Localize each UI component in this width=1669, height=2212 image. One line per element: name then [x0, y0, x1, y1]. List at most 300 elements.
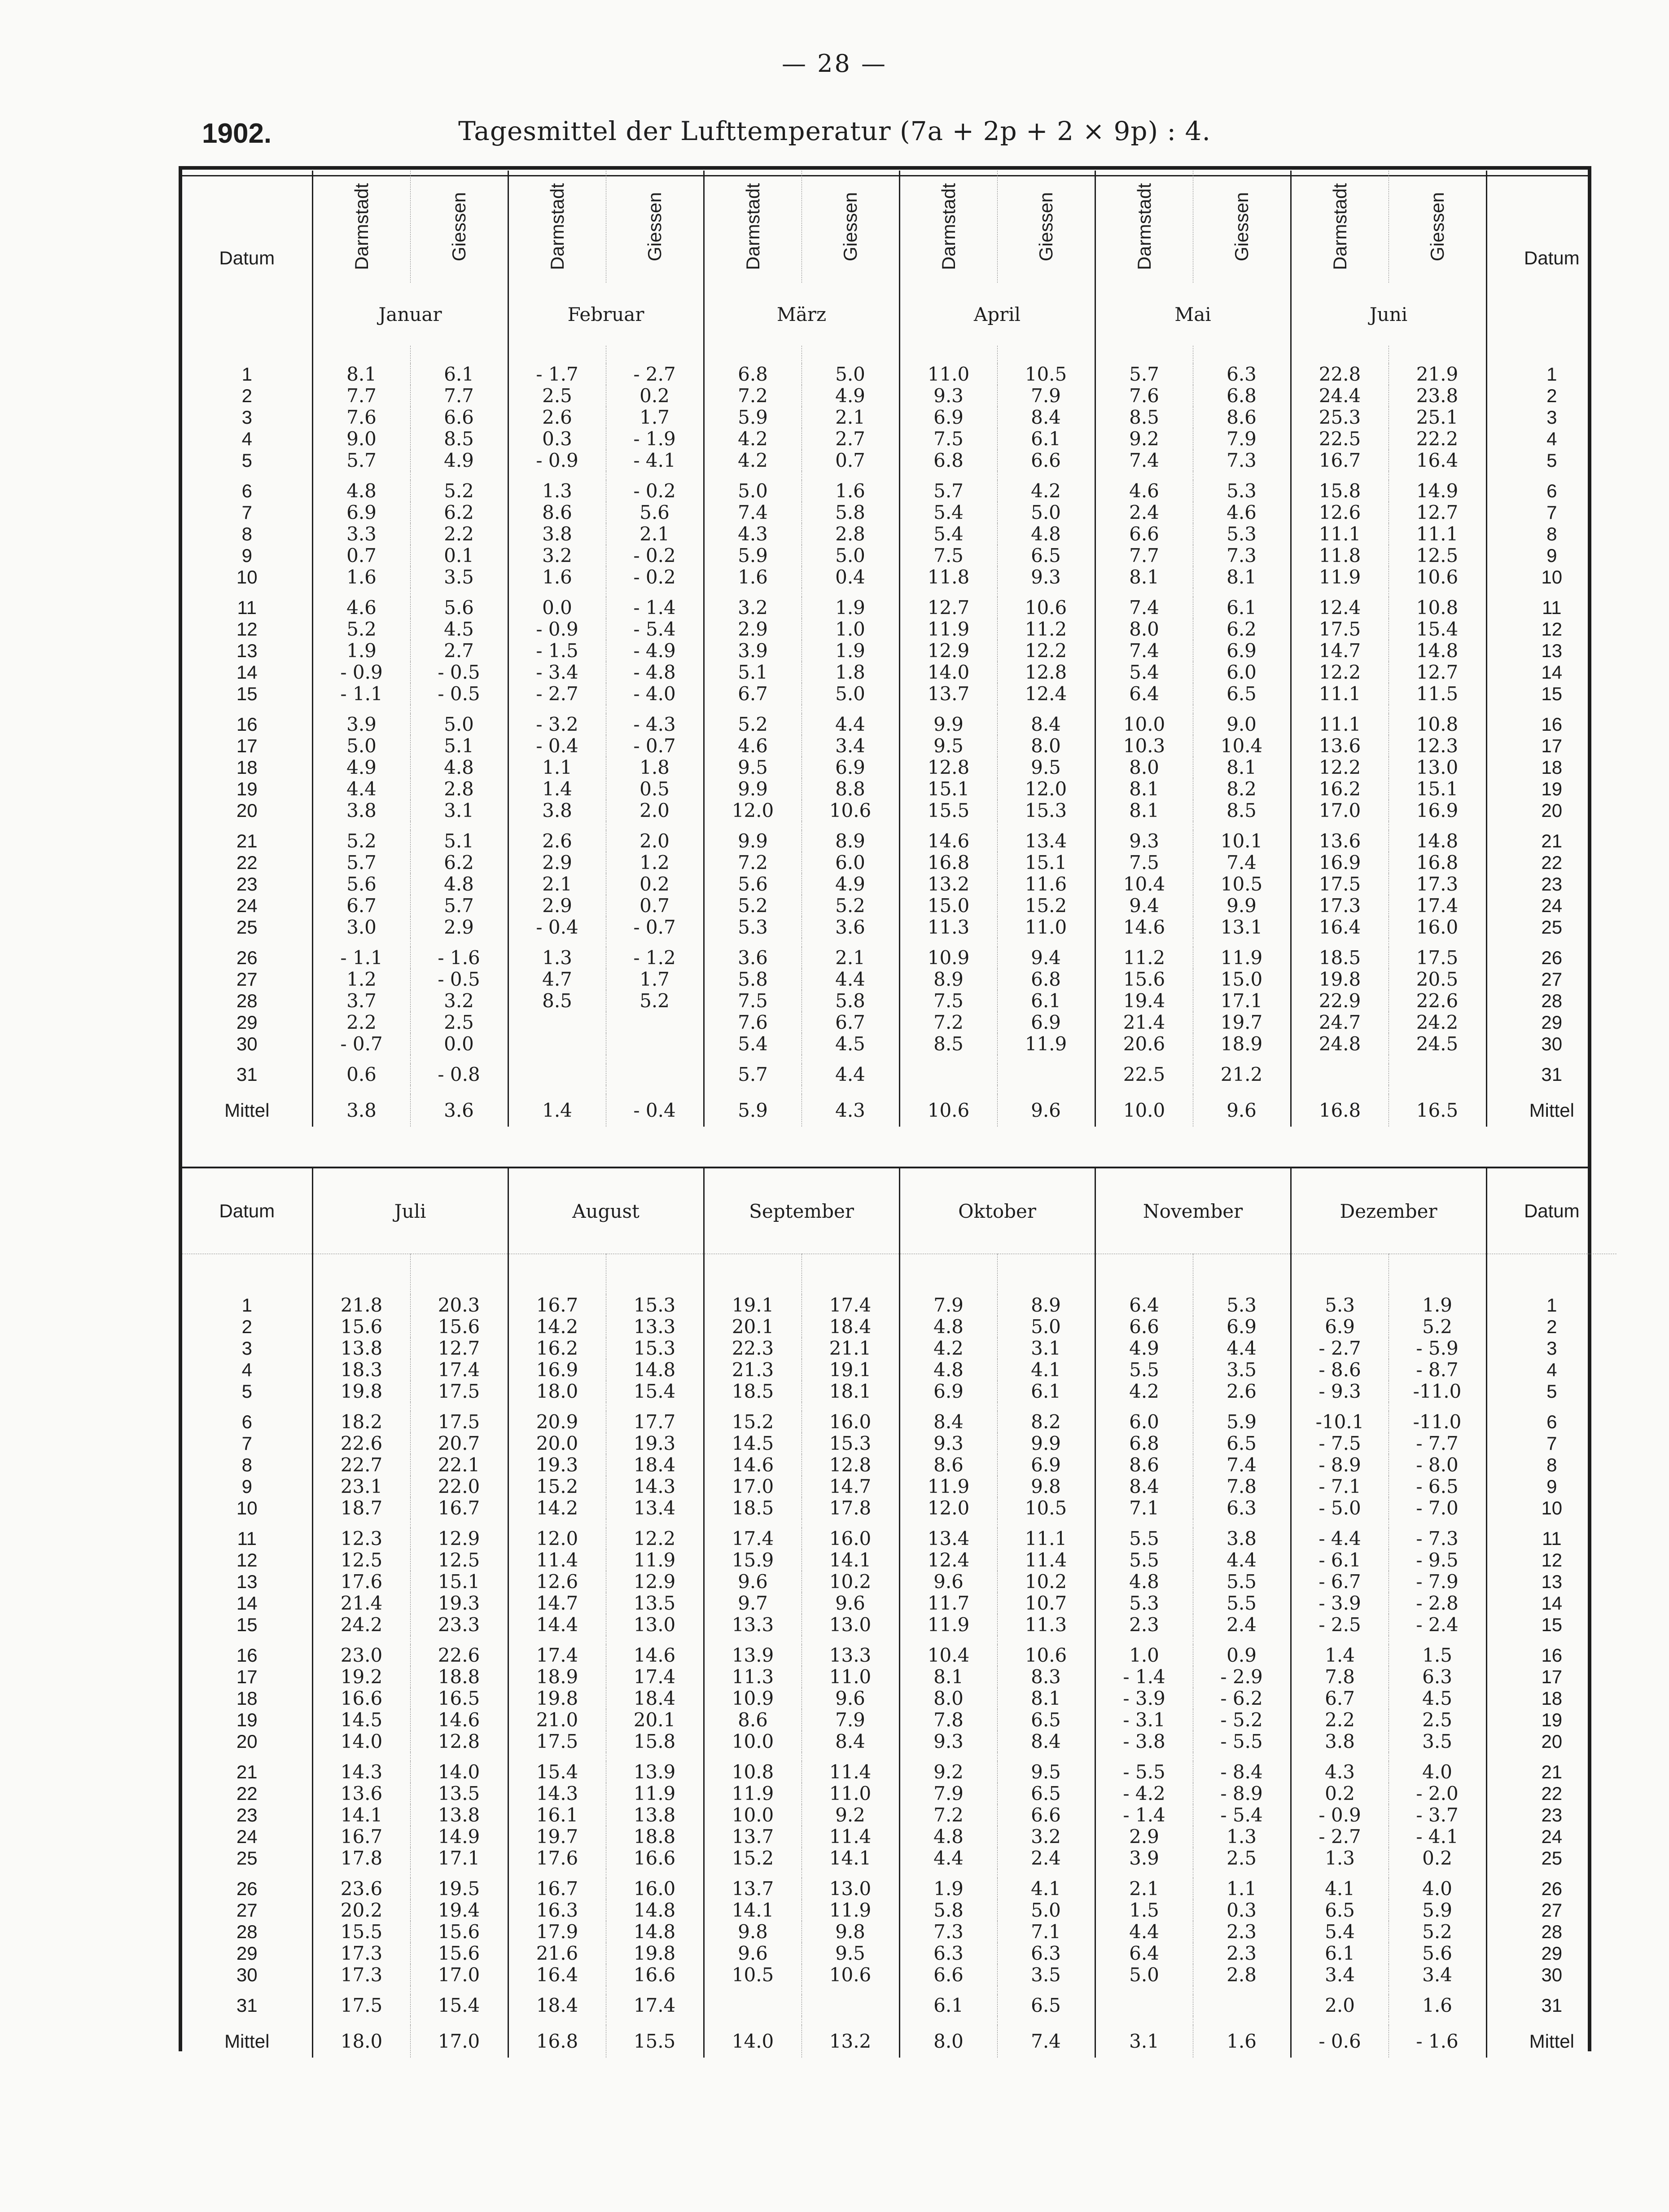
temp-cell: 10.5 [1193, 873, 1291, 895]
temp-cell: 7.7 [410, 385, 508, 407]
temp-cell: 1.6 [1389, 1995, 1486, 2016]
temp-cell: 1.7 [606, 407, 704, 428]
temp-cell: - 4.2 [1095, 1783, 1193, 1804]
temp-cell [1193, 1995, 1291, 2016]
temp-cell [802, 1995, 899, 2016]
mittel-cell: 14.0 [704, 2025, 802, 2058]
temp-cell: 16.9 [1291, 852, 1389, 873]
temp-cell [606, 1064, 704, 1085]
temp-cell: 20.1 [606, 1709, 704, 1731]
temp-cell: 2.8 [1193, 1964, 1291, 1986]
temp-cell: 6.9 [802, 757, 899, 778]
group-gap [182, 588, 1616, 597]
day-label: 27 [1486, 969, 1616, 990]
day-label: 2 [1486, 385, 1616, 407]
temp-cell: 15.1 [899, 778, 997, 800]
temp-cell: 21.1 [802, 1338, 899, 1359]
temp-cell: 9.9 [704, 778, 802, 800]
temp-cell: 14.1 [802, 1549, 899, 1571]
temp-cell: 4.2 [704, 428, 802, 450]
temp-cell: 3.5 [1389, 1731, 1486, 1752]
temp-cell: 9.3 [1095, 830, 1193, 852]
temp-cell: 11.9 [1291, 566, 1389, 588]
temp-cell: 21.8 [312, 1295, 410, 1316]
temp-cell: 10.4 [1193, 735, 1291, 757]
temp-cell: 12.3 [312, 1528, 410, 1549]
temp-cell: 22.0 [410, 1476, 508, 1497]
day-label: 22 [236, 1782, 258, 1804]
temp-cell: 14.8 [606, 1921, 704, 1943]
temp-cell [508, 1033, 606, 1055]
temp-cell: 10.1 [1193, 830, 1291, 852]
temp-cell: - 1.1 [312, 683, 410, 705]
temp-cell: 10.2 [802, 1571, 899, 1593]
temp-cell: 5.3 [704, 917, 802, 938]
temp-cell: 2.0 [606, 830, 704, 852]
temp-cell: 10.0 [704, 1731, 802, 1752]
temp-cell: 23.8 [1389, 385, 1486, 407]
temp-cell: 17.4 [410, 1359, 508, 1381]
temp-cell: 0.2 [606, 873, 704, 895]
temp-cell: 1.6 [802, 480, 899, 502]
day-label: 8 [241, 1454, 252, 1475]
temp-cell: 7.9 [1193, 428, 1291, 450]
temp-cell: 13.0 [802, 1614, 899, 1636]
temp-cell: 4.8 [1095, 1571, 1193, 1593]
table-row [182, 385, 1616, 407]
temp-cell: 3.0 [312, 917, 410, 938]
month-header: November [1095, 1168, 1291, 1254]
temp-cell: 7.6 [704, 1012, 802, 1033]
day-label: 4 [241, 1359, 252, 1380]
temp-cell: 17.0 [1291, 800, 1389, 821]
temp-cell: 6.9 [1193, 1316, 1291, 1338]
temp-cell: 10.5 [997, 364, 1095, 385]
temp-cell: 25.3 [1291, 407, 1389, 428]
temp-cell: 6.5 [1193, 1433, 1291, 1454]
temp-cell: 8.4 [997, 714, 1095, 735]
temp-cell: 13.4 [997, 830, 1095, 852]
temp-cell: 4.3 [1291, 1761, 1389, 1783]
temp-cell: 12.9 [606, 1571, 704, 1593]
temp-cell: 2.3 [1095, 1614, 1193, 1636]
temp-cell: 0.6 [312, 1064, 410, 1085]
temp-cell: 1.2 [312, 969, 410, 990]
mittel-cell: 3.1 [1095, 2025, 1193, 2058]
temp-cell: 12.0 [899, 1497, 997, 1519]
temp-cell: 1.0 [802, 619, 899, 640]
temp-cell: 5.6 [410, 597, 508, 619]
temp-cell: 5.2 [606, 990, 704, 1012]
temp-cell: 5.5 [1095, 1528, 1193, 1549]
mittel-label: Mittel [224, 2030, 270, 2052]
table-row [182, 873, 1616, 895]
mittel-cell: 16.8 [508, 2025, 606, 2058]
table-row [182, 917, 1616, 938]
temp-cell: 10.9 [899, 947, 997, 969]
temp-cell: 6.4 [1095, 1943, 1193, 1964]
temp-cell: 0.2 [1291, 1783, 1389, 1804]
temp-cell: 3.9 [312, 714, 410, 735]
day-label: 13 [1486, 1571, 1616, 1593]
temp-cell: 13.7 [899, 683, 997, 705]
temp-cell: 14.7 [508, 1593, 606, 1614]
temp-cell: 6.1 [997, 990, 1095, 1012]
table-row [182, 1645, 1616, 1666]
day-label: 31 [236, 1994, 258, 2016]
temp-cell: 17.5 [1291, 873, 1389, 895]
temp-cell: 0.2 [1389, 1848, 1486, 1869]
station-label: Giessen [1231, 192, 1252, 262]
temp-cell: 13.6 [1291, 830, 1389, 852]
temp-cell: - 5.9 [1389, 1338, 1486, 1359]
temp-cell: 6.3 [1389, 1666, 1486, 1688]
temp-cell: 11.3 [997, 1614, 1095, 1636]
temp-cell: 5.7 [899, 480, 997, 502]
temp-cell: 6.7 [802, 1012, 899, 1033]
temp-cell: 12.2 [606, 1528, 704, 1549]
group-gap [182, 1519, 1616, 1528]
temp-cell: 5.8 [704, 969, 802, 990]
temp-cell: 1.3 [508, 947, 606, 969]
temp-cell: 22.5 [1291, 428, 1389, 450]
temp-cell: - 0.9 [508, 619, 606, 640]
temp-cell: 6.9 [1291, 1316, 1389, 1338]
day-label: 12 [236, 619, 258, 640]
temp-cell: 7.4 [1095, 640, 1193, 662]
temp-cell: 7.6 [1095, 385, 1193, 407]
temp-cell: 6.9 [899, 407, 997, 428]
temp-cell: 17.5 [508, 1731, 606, 1752]
temp-cell: 10.8 [1389, 714, 1486, 735]
group-gap [182, 938, 1616, 947]
table-row [182, 1359, 1616, 1381]
day-label: 19 [236, 1709, 258, 1730]
temp-cell: 7.3 [1193, 545, 1291, 566]
temp-cell: 7.4 [1095, 450, 1193, 471]
temp-cell: 16.1 [508, 1804, 606, 1826]
temp-cell: 9.4 [1095, 895, 1193, 917]
day-label: 26 [1486, 1878, 1616, 1900]
day-label: 25 [1486, 917, 1616, 938]
temp-cell: 10.8 [704, 1761, 802, 1783]
temp-cell: 3.1 [997, 1338, 1095, 1359]
temp-cell: 4.4 [312, 778, 410, 800]
temp-cell: 9.0 [312, 428, 410, 450]
temp-cell: 12.6 [1291, 502, 1389, 523]
temp-cell: 18.5 [704, 1497, 802, 1519]
temp-cell: 14.2 [508, 1497, 606, 1519]
day-label: 29 [236, 1012, 258, 1033]
temp-cell: 22.7 [312, 1454, 410, 1476]
temp-cell: 7.7 [312, 385, 410, 407]
temp-cell: 6.1 [1193, 597, 1291, 619]
day-label: 8 [1486, 1454, 1616, 1476]
temp-cell: - 2.4 [1389, 1614, 1486, 1636]
temp-cell: 4.6 [704, 735, 802, 757]
temp-cell: 8.1 [1095, 778, 1193, 800]
temp-cell: 4.9 [802, 385, 899, 407]
temp-cell [1291, 1064, 1389, 1085]
temp-cell: 14.6 [410, 1709, 508, 1731]
temp-cell: 8.5 [1095, 407, 1193, 428]
temp-cell: 5.2 [802, 895, 899, 917]
temp-cell: 4.2 [899, 1338, 997, 1359]
table-row [182, 1012, 1616, 1033]
temp-cell: 17.1 [410, 1848, 508, 1869]
temp-cell: -11.0 [1389, 1411, 1486, 1433]
day-label: 20 [1486, 1731, 1616, 1752]
temp-cell: - 9.3 [1291, 1381, 1389, 1402]
temp-cell: 5.1 [704, 662, 802, 683]
temp-cell: 4.8 [899, 1826, 997, 1848]
temp-cell: 2.5 [1389, 1709, 1486, 1731]
temp-cell: 17.7 [606, 1411, 704, 1433]
temp-cell: 6.1 [997, 1381, 1095, 1402]
temp-cell: - 7.9 [1389, 1571, 1486, 1593]
day-label: 15 [236, 683, 258, 704]
temp-cell: 17.4 [704, 1528, 802, 1549]
temp-cell: 8.8 [802, 778, 899, 800]
day-label: 18 [236, 1687, 258, 1709]
group-gap [182, 1085, 1616, 1094]
day-label: 27 [1486, 1900, 1616, 1921]
table-row [182, 662, 1616, 683]
temp-cell: 19.8 [312, 1381, 410, 1402]
temp-cell: - 4.9 [606, 640, 704, 662]
temp-cell: 11.9 [802, 1900, 899, 1921]
table-row [182, 523, 1616, 545]
temp-cell: 1.6 [508, 566, 606, 588]
temp-cell: 10.0 [1095, 714, 1193, 735]
temp-cell: 11.0 [802, 1783, 899, 1804]
temp-cell: 16.5 [410, 1688, 508, 1709]
temp-cell: 19.8 [606, 1943, 704, 1964]
table-row [182, 428, 1616, 450]
temp-cell: 15.1 [1389, 778, 1486, 800]
temp-cell: - 2.9 [1193, 1666, 1291, 1688]
month-header: August [508, 1168, 704, 1254]
table-row [182, 1497, 1616, 1519]
table-row [182, 1528, 1616, 1549]
temp-cell: 7.9 [997, 385, 1095, 407]
temp-cell: 12.7 [1389, 662, 1486, 683]
temp-cell: 19.3 [410, 1593, 508, 1614]
temp-cell: 20.5 [1389, 969, 1486, 990]
temp-cell: - 0.2 [606, 566, 704, 588]
temp-cell: 19.1 [802, 1359, 899, 1381]
day-label: 8 [241, 523, 252, 544]
temp-cell: 9.6 [704, 1943, 802, 1964]
temp-cell: 20.3 [410, 1295, 508, 1316]
temp-cell: 21.0 [508, 1709, 606, 1731]
temp-cell: 5.0 [802, 364, 899, 385]
temp-cell: 1.7 [606, 969, 704, 990]
temp-cell: 9.5 [997, 1761, 1095, 1783]
temp-cell: 1.9 [802, 640, 899, 662]
day-label: 16 [1486, 714, 1616, 735]
temp-cell: 3.8 [508, 523, 606, 545]
temp-cell: - 3.9 [1291, 1593, 1389, 1614]
temp-cell: 12.2 [1291, 757, 1389, 778]
temp-cell: 14.8 [1389, 640, 1486, 662]
temp-cell: 20.0 [508, 1433, 606, 1454]
temp-cell: 9.5 [997, 757, 1095, 778]
temp-cell: - 1.6 [410, 947, 508, 969]
temp-cell: - 2.7 [508, 683, 606, 705]
temp-cell: 5.5 [1095, 1359, 1193, 1381]
month-header: Februar [508, 283, 704, 346]
day-label: 16 [236, 714, 258, 735]
day-label: 26 [236, 947, 258, 968]
temp-cell: 14.7 [1291, 640, 1389, 662]
temp-cell: 14.6 [899, 830, 997, 852]
temp-cell: 22.6 [410, 1645, 508, 1666]
temp-cell: 16.2 [1291, 778, 1389, 800]
temp-cell [1095, 1995, 1193, 2016]
temp-cell: 18.5 [704, 1381, 802, 1402]
day-label: 4 [241, 428, 252, 449]
temp-cell: 8.4 [1095, 1476, 1193, 1497]
temp-cell: - 5.5 [1193, 1731, 1291, 1752]
day-label: 2 [241, 385, 252, 406]
temp-cell: 13.4 [899, 1528, 997, 1549]
day-label: 19 [1486, 778, 1616, 800]
temp-cell: 9.5 [704, 757, 802, 778]
station-header-row [182, 171, 1616, 283]
temp-cell: 10.6 [1389, 566, 1486, 588]
temp-cell: 3.4 [1389, 1964, 1486, 1986]
temp-cell: 8.5 [1193, 800, 1291, 821]
temp-cell: 14.3 [606, 1476, 704, 1497]
day-label: 15 [1486, 1614, 1616, 1636]
temp-cell: 17.4 [508, 1645, 606, 1666]
temp-cell: 2.0 [1291, 1995, 1389, 2016]
temp-cell: 17.5 [1389, 947, 1486, 969]
table-row [182, 1571, 1616, 1593]
temp-cell: 2.4 [1095, 502, 1193, 523]
temp-cell: 6.5 [997, 1709, 1095, 1731]
temp-cell: 4.8 [899, 1316, 997, 1338]
temp-cell: 18.4 [802, 1316, 899, 1338]
temp-cell: 2.0 [606, 800, 704, 821]
day-label: 31 [1486, 1995, 1616, 2016]
group-gap [182, 1402, 1616, 1411]
day-label: 1 [241, 364, 252, 385]
day-label: 18 [1486, 1688, 1616, 1709]
temp-cell: 6.5 [1291, 1900, 1389, 1921]
temp-cell: 11.6 [997, 873, 1095, 895]
temp-cell: 1.3 [1193, 1826, 1291, 1848]
table-row [182, 800, 1616, 821]
table-row [182, 1614, 1616, 1636]
temp-cell: 5.4 [899, 523, 997, 545]
mittel-cell: 17.0 [410, 2025, 508, 2058]
temp-cell: 7.4 [1193, 1454, 1291, 1476]
temp-cell: 7.5 [899, 990, 997, 1012]
temp-cell: - 1.2 [606, 947, 704, 969]
day-label: 1 [241, 1294, 252, 1316]
temp-cell: 6.2 [410, 852, 508, 873]
month-header: Oktober [899, 1168, 1095, 1254]
temp-cell: 1.4 [1291, 1645, 1389, 1666]
day-label: 23 [236, 873, 258, 895]
temp-cell: 8.9 [802, 830, 899, 852]
temp-cell: 10.2 [997, 1571, 1095, 1593]
temp-cell: 4.9 [1095, 1338, 1193, 1359]
temp-cell: 5.4 [1291, 1921, 1389, 1943]
temp-cell: 5.9 [1193, 1411, 1291, 1433]
temp-cell: 5.2 [312, 619, 410, 640]
temp-cell: - 0.4 [508, 735, 606, 757]
table-row [182, 1826, 1616, 1848]
temp-cell: 17.4 [1389, 895, 1486, 917]
temp-cell: - 7.0 [1389, 1497, 1486, 1519]
day-label: 20 [236, 1730, 258, 1752]
day-label: 4 [1486, 1359, 1616, 1381]
temp-cell: 7.2 [899, 1012, 997, 1033]
temp-cell: 0.4 [802, 566, 899, 588]
day-label: 30 [236, 1964, 258, 1985]
temp-cell: 0.5 [606, 778, 704, 800]
table-row [182, 947, 1616, 969]
mittel-cell: - 1.6 [1389, 2025, 1486, 2058]
temp-cell: 10.5 [704, 1964, 802, 1986]
temp-cell: 18.3 [312, 1359, 410, 1381]
temp-cell [508, 1064, 606, 1085]
temp-cell: 5.5 [1193, 1593, 1291, 1614]
day-label: 12 [1486, 1549, 1616, 1571]
temp-cell: 15.6 [312, 1316, 410, 1338]
temp-cell: 10.0 [704, 1804, 802, 1826]
temp-cell: 11.9 [606, 1783, 704, 1804]
day-label: 29 [1486, 1943, 1616, 1964]
temp-cell: 7.1 [997, 1921, 1095, 1943]
temp-cell: - 0.7 [312, 1033, 410, 1055]
temp-cell: 5.7 [312, 450, 410, 471]
temp-cell: - 0.9 [1291, 1804, 1389, 1826]
temp-cell: 5.7 [410, 895, 508, 917]
temp-cell: 6.6 [899, 1964, 997, 1986]
day-label: 17 [1486, 735, 1616, 757]
table-row [182, 1709, 1616, 1731]
temp-cell: 3.2 [410, 990, 508, 1012]
temp-cell: 23.6 [312, 1878, 410, 1900]
temp-cell: 4.0 [1389, 1878, 1486, 1900]
day-label: 18 [1486, 757, 1616, 778]
mittel-cell: - 0.4 [606, 1094, 704, 1127]
temp-cell: 8.2 [997, 1411, 1095, 1433]
temp-cell: 5.0 [997, 1900, 1095, 1921]
temp-cell: 16.7 [312, 1826, 410, 1848]
temp-cell: 1.3 [1291, 1848, 1389, 1869]
temp-cell: 7.7 [1095, 545, 1193, 566]
temp-cell: - 9.5 [1389, 1549, 1486, 1571]
station-label: Darmstadt [1133, 183, 1155, 270]
temp-cell: 6.9 [997, 1454, 1095, 1476]
table-row [182, 1900, 1616, 1921]
temp-cell: 2.7 [410, 640, 508, 662]
temp-cell: 17.4 [802, 1295, 899, 1316]
temp-cell: - 1.4 [1095, 1666, 1193, 1688]
temp-cell: 16.0 [1389, 917, 1486, 938]
temp-cell: - 8.7 [1389, 1359, 1486, 1381]
temp-cell: - 5.4 [606, 619, 704, 640]
temp-cell: 16.0 [802, 1411, 899, 1433]
temp-cell: 4.6 [1193, 502, 1291, 523]
temp-cell: 15.6 [410, 1316, 508, 1338]
day-label: 6 [241, 1411, 252, 1432]
